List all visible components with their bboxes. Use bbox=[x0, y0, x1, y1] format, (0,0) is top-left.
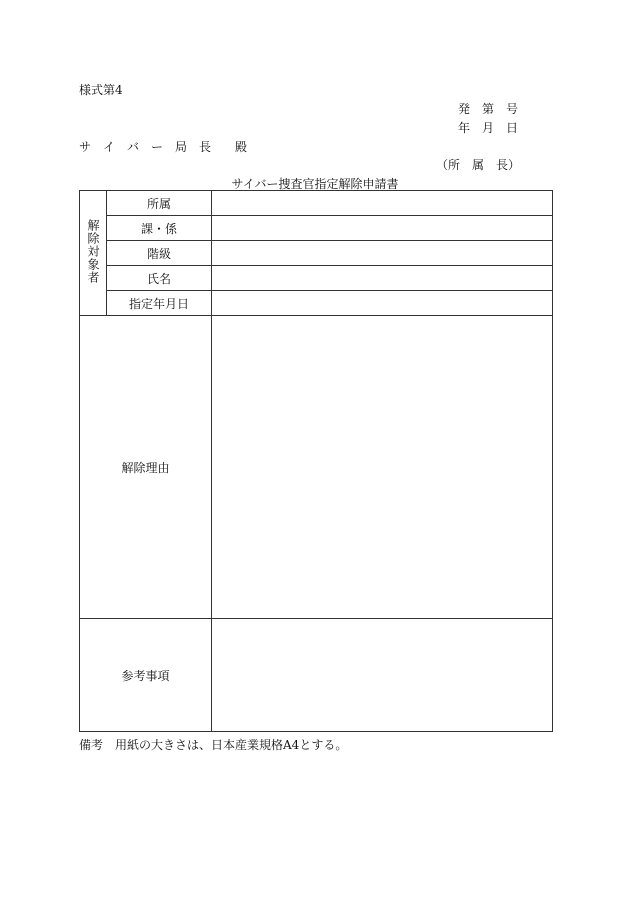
sender: （所 属 長） bbox=[435, 158, 520, 172]
remark bbox=[79, 736, 347, 753]
affiliation-field[interactable] bbox=[212, 191, 553, 216]
table-row bbox=[80, 216, 553, 241]
issue-date: 年 月 日 bbox=[457, 121, 518, 135]
subject-group-header bbox=[80, 191, 107, 316]
notes-label: 参考事項 bbox=[80, 619, 212, 732]
document-title: サイバー捜査官指定解除申請書 bbox=[231, 177, 399, 191]
issue-number: 発 第 号 bbox=[457, 102, 518, 116]
notes-field[interactable] bbox=[212, 619, 553, 732]
table-row bbox=[80, 266, 553, 291]
row-label-rank: 階級 bbox=[107, 241, 212, 266]
remark-text: 用紙の大きさは、日本産業規格A4とする。 bbox=[115, 738, 348, 752]
row-label-name: 氏名 bbox=[107, 266, 212, 291]
form-number: 様式第4 bbox=[79, 83, 123, 97]
designation-date-field[interactable] bbox=[212, 291, 553, 316]
reason-label: 解除理由 bbox=[80, 316, 212, 619]
table-row bbox=[80, 191, 553, 216]
section-field[interactable] bbox=[212, 216, 553, 241]
application-form-table bbox=[79, 190, 553, 732]
row-label-affiliation: 所属 bbox=[107, 191, 212, 216]
row-label-section: 課・係 bbox=[107, 216, 212, 241]
name-field[interactable] bbox=[212, 266, 553, 291]
rank-field[interactable] bbox=[212, 241, 553, 266]
table-row bbox=[80, 241, 553, 266]
addressee: サ イ バ ー 局 長 殿 bbox=[79, 140, 248, 154]
table-row bbox=[80, 291, 553, 316]
subject-group-label: 解除対象者 bbox=[86, 219, 100, 284]
reason-field[interactable] bbox=[212, 316, 553, 619]
remark-label: 備考 bbox=[79, 738, 104, 752]
row-label-designation-date: 指定年月日 bbox=[107, 291, 212, 316]
table-row bbox=[80, 316, 553, 619]
table-row bbox=[80, 619, 553, 732]
